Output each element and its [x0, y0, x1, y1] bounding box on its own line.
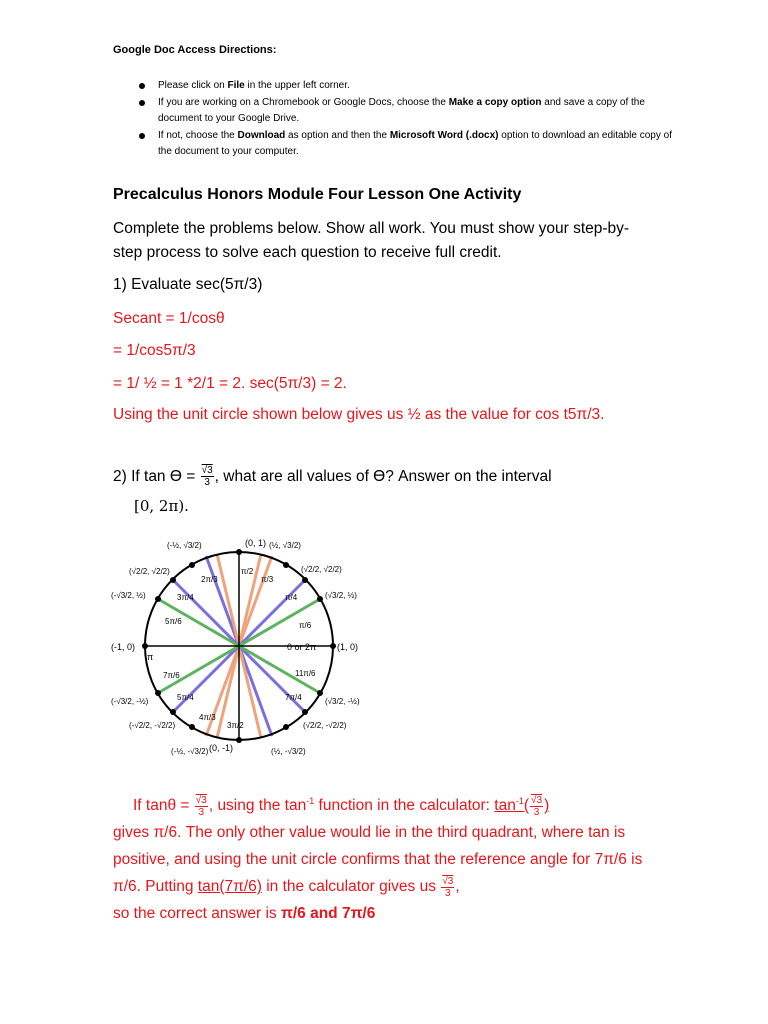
- list-item: If not, choose the Download as option and then the Microsoft Word (.docx) option to download an editable copy of the document to your computer.: [113, 128, 673, 160]
- svg-text:5π/6: 5π/6: [165, 617, 182, 626]
- svg-text:(-½, -√3/2): (-½, -√3/2): [171, 747, 209, 756]
- directions-title: Google Doc Access Directions:: [113, 44, 277, 56]
- q1-note: Using the unit circle shown below gives us ½ as the value for cos t5π/3.: [113, 406, 605, 423]
- svg-text:(-√3/2, ½): (-√3/2, ½): [111, 591, 146, 600]
- svg-text:(-½, √3/2): (-½, √3/2): [167, 541, 202, 550]
- svg-text:π/3: π/3: [261, 575, 274, 584]
- fraction: $\frac{√3}{3}$: [195, 794, 207, 818]
- bullet-icon: [139, 83, 145, 89]
- label-pi: π: [147, 652, 154, 662]
- q1-step-2: = 1/cos5π/3: [113, 342, 196, 359]
- intro-paragraph: Complete the problems below. Show all work. You must show your step-by-step process to solve each question to receive full credit.: [113, 220, 630, 261]
- q1-step-1: Secant = 1/cosθ: [113, 310, 225, 327]
- bullet-icon: [139, 100, 145, 106]
- svg-text:2π/3: 2π/3: [201, 575, 218, 584]
- svg-text:(-√3/2, -½): (-√3/2, -½): [111, 697, 149, 706]
- label-top: (0, 1): [245, 538, 267, 548]
- svg-text:(√2/2, √2/2): (√2/2, √2/2): [129, 567, 170, 576]
- svg-text:11π/6: 11π/6: [295, 669, 316, 678]
- svg-text:π/6: π/6: [299, 621, 312, 630]
- svg-text:π/2: π/2: [241, 567, 254, 576]
- unit-circle-svg: [108, 535, 370, 757]
- question-1-prompt: 1) Evaluate sec(5π/3): [113, 276, 263, 293]
- svg-text:(½, -√3/2): (½, -√3/2): [271, 747, 306, 756]
- calculator-expression: $\tan^{-1}$( $\frac{√3}{3}$ ): [494, 794, 550, 818]
- svg-text:7π/4: 7π/4: [285, 693, 302, 702]
- question-2-prompt: 2) If tan ϴ = $\frac{√3}{3}$ , what are all values of ϴ? Answer on the interval: [113, 465, 552, 489]
- bullet-icon: [139, 133, 145, 139]
- q1-step-3: = 1/ ½ = 1 *2/1 = 2. sec(5π/3) = 2.: [113, 375, 347, 392]
- svg-text:(√2/2, √2/2): (√2/2, √2/2): [301, 565, 342, 574]
- directions-list: [113, 78, 673, 161]
- svg-text:7π/6: 7π/6: [163, 671, 180, 680]
- list-item: Please click on File in the upper left corner.: [113, 78, 673, 94]
- label-bottom: (0, -1): [209, 743, 234, 753]
- final-answer: π/6 and 7π/6: [280, 905, 376, 923]
- label-left: (-1, 0): [111, 642, 136, 652]
- unit-circle-figure: [108, 535, 370, 757]
- svg-text:π/4: π/4: [285, 593, 298, 602]
- calculator-expression-2: tan(7π/6): [197, 878, 262, 896]
- svg-text:(½, √3/2): (½, √3/2): [269, 541, 301, 550]
- svg-text:3π/2: 3π/2: [227, 721, 244, 730]
- label-zero: 0 or 2π: [287, 642, 317, 652]
- svg-text:(-√2/2, -√2/2): (-√2/2, -√2/2): [129, 721, 176, 730]
- fraction: $\frac{√3}{3}$: [201, 465, 213, 489]
- svg-text:(√2/2, -√2/2): (√2/2, -√2/2): [303, 721, 347, 730]
- svg-text:4π/3: 4π/3: [199, 713, 216, 722]
- question-2-interval: [0, 2π).: [134, 497, 189, 515]
- svg-text:(√3/2, ½): (√3/2, ½): [325, 591, 357, 600]
- list-item: If you are working on a Chromebook or Google Docs, choose the Make a copy option and save a copy of the document to your Google Drive.: [113, 95, 673, 127]
- label-right: (1, 0): [337, 642, 359, 652]
- answer-paragraph: If tanθ = $\frac{√3}{3}$ , using the $\tan^{-1}$ function in the calculator: $\tan^{-1}$( $\frac{√3}{3}$ ) gives π/6. The only other value would lie in the third quadrant, where tan is positive, and using the unit circle confirms that the reference angle for 7π/6 is π/6. Putting tan(7π/6) in the calculator gives us $\frac{√3}{3}$ , so the correct answer is π/6 and 7π/6: [113, 794, 643, 923]
- svg-text:5π/4: 5π/4: [177, 693, 194, 702]
- page-title: Precalculus Honors Module Four Lesson One Activity: [113, 186, 522, 203]
- svg-text:(√3/2, -½): (√3/2, -½): [325, 697, 360, 706]
- fraction: $\frac{√3}{3}$: [442, 875, 454, 899]
- fraction: $\frac{√3}{3}$: [531, 794, 543, 818]
- svg-text:3π/4: 3π/4: [177, 593, 194, 602]
